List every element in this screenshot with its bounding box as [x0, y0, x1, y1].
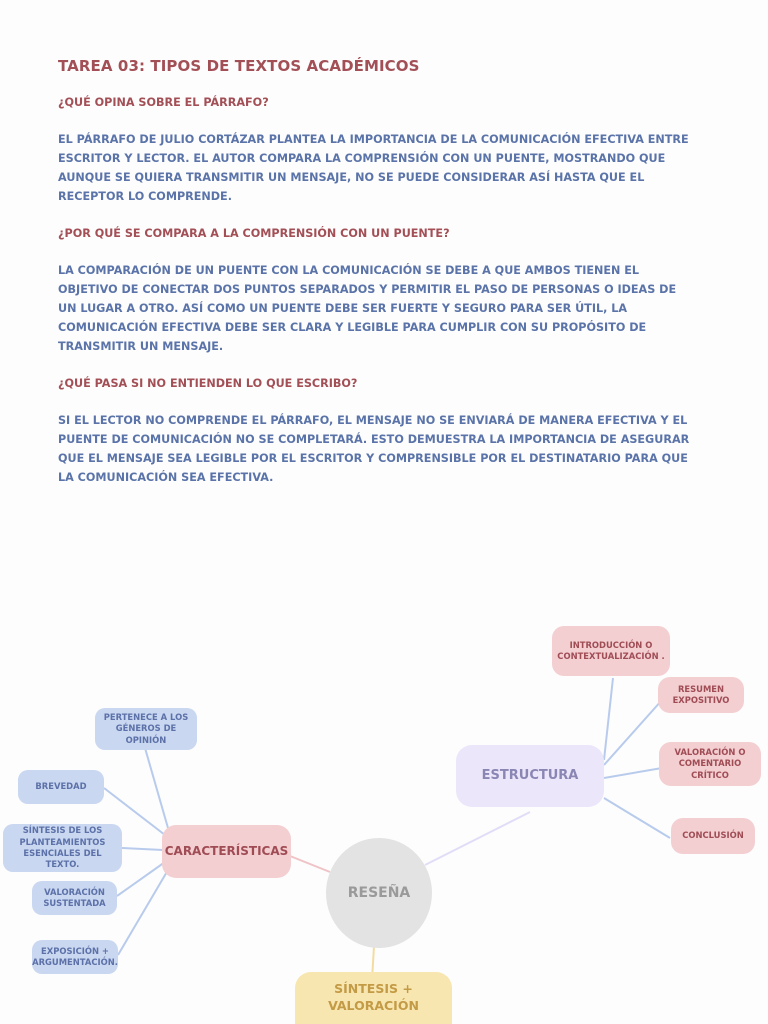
connector-reseña-caracteristicas: [290, 856, 330, 872]
connector-valoracion-sustentada: [117, 862, 165, 896]
node-sintesis-valoracion-label: SÍNTESIS + VALORACIÓN: [328, 981, 419, 1013]
node-resumen-expositivo: [658, 677, 744, 713]
answer-3: SI EL LECTOR NO COMPRENDE EL PÁRRAFO, EL MENSAJE NO SE ENVIARÁ DE MANERA EFECTIVA Y EL PUENTE DE COMUNICACIÓN NO SE COMPLETARÁ. ESTO DEMUESTRA LA IMPORTANCIA DE ASEGURAR QUE EL MENSAJE SEA LEGIBLE POR EL ESCRITOR Y COMPRENSIBLE POR EL DESTINATARIO PARA QUE LA COMUNICACIÓN SEA EFECTIVA.: [58, 414, 690, 484]
node-valoracion-sustentada: [32, 881, 117, 915]
node-exposicion: [32, 940, 118, 974]
node-sintesis-planteamientos: [3, 824, 122, 872]
answer-2: LA COMPARACIÓN DE UN PUENTE CON LA COMUNICACIÓN SE DEBE A QUE AMBOS TIENEN EL OBJETIVO DE CONECTAR DOS PUNTOS SEPARADOS Y PERMITIR EL PASO DE PERSONAS O IDEAS DE UN LUGAR A OTRO. ASÍ COMO UN PUENTE DEBE SER FUERTE Y SEGURO PARA SER ÚTIL, LA COMUNICACIÓN EFECTIVA DEBE SER CLARA Y LEGIBLE PARA CUMPLIR CON SU PROPÓSITO DE TRANSMITIR UN MENSAJE.: [58, 264, 677, 353]
node-caracteristicas: [162, 825, 291, 878]
node-pertenece-label: PERTENECE A LOS GÉNEROS DE OPINIÓN: [103, 711, 189, 745]
connector-valoracion-critico: [604, 768, 662, 778]
node-sintesis-valoracion: [295, 972, 452, 1024]
connector-intro: [604, 678, 613, 760]
node-caracteristicas-label: CARACTERÍSTICAS: [164, 844, 289, 859]
center-node-label: RESEÑA: [347, 884, 411, 901]
node-pertenece: [95, 708, 197, 750]
connector-resumen: [604, 700, 662, 765]
connector-pertenece: [145, 748, 168, 828]
node-resumen-label: RESUMEN EXPOSITIVO: [672, 683, 730, 705]
node-brevedad-label: BREVEDAD: [35, 781, 87, 792]
node-conclusion: [671, 818, 755, 854]
node-introduccion-label: INTRODUCCIÓN O CONTEXTUALIZACIÓN .: [557, 639, 665, 661]
node-estructura-label: ESTRUCTURA: [481, 768, 579, 784]
node-valoracion-comentario-label: VALORACIÓN O COMENTARIO CRÍTICO: [674, 746, 746, 780]
node-exposicion-label: EXPOSICIÓN + ARGUMENTACIÓN.: [32, 945, 118, 967]
node-brevedad: [18, 770, 104, 804]
node-conclusion-label: CONCLUSIÓN: [682, 830, 744, 841]
answer-1: EL PÁRRAFO DE JULIO CORTÁZAR PLANTEA LA IMPORTANCIA DE LA COMUNICACIÓN EFECTIVA ENTRE ESCRITOR Y LECTOR. EL AUTOR COMPARA LA COMPRENSIÓN CON UN PUENTE, MOSTRANDO QUE AUNQUE SE QUIERA TRANSMITIR UN MENSAJE, NO SE PUEDE CONSIDERAR ASÍ HASTA QUE EL RECEPTOR LO COMPRENDE.: [58, 133, 689, 203]
node-estructura: [456, 745, 604, 807]
page-title: TAREA 03: TIPOS DE TEXTOS ACADÉMICOS: [58, 57, 420, 75]
question-1: ¿QUÉ OPINA SOBRE EL PÁRRAFO?: [58, 96, 269, 109]
node-valoracion-sustentada-label: VALORACIÓN SUSTENTADA: [43, 886, 106, 908]
node-valoracion-comentario: [659, 742, 761, 786]
connector-sintesis-planteamientos: [122, 848, 163, 850]
question-2: ¿POR QUÉ SE COMPARA A LA COMPRENSIÓN CON UN PUENTE?: [58, 227, 450, 240]
connector-conclusion: [604, 798, 670, 838]
node-sintesis-planteamientos-label: SÍNTESIS DE LOS PLANTEAMIENTOS ESENCIALES DEL TEXTO.: [19, 825, 106, 870]
question-3: ¿QUÉ PASA SI NO ENTIENDEN LO QUE ESCRIBO?: [58, 377, 358, 390]
node-introduccion: [552, 626, 670, 676]
connector-exposicion: [118, 870, 168, 955]
center-node-reseña: [326, 838, 432, 948]
document-body: [58, 57, 698, 505]
connector-reseña-estructura: [425, 812, 530, 865]
